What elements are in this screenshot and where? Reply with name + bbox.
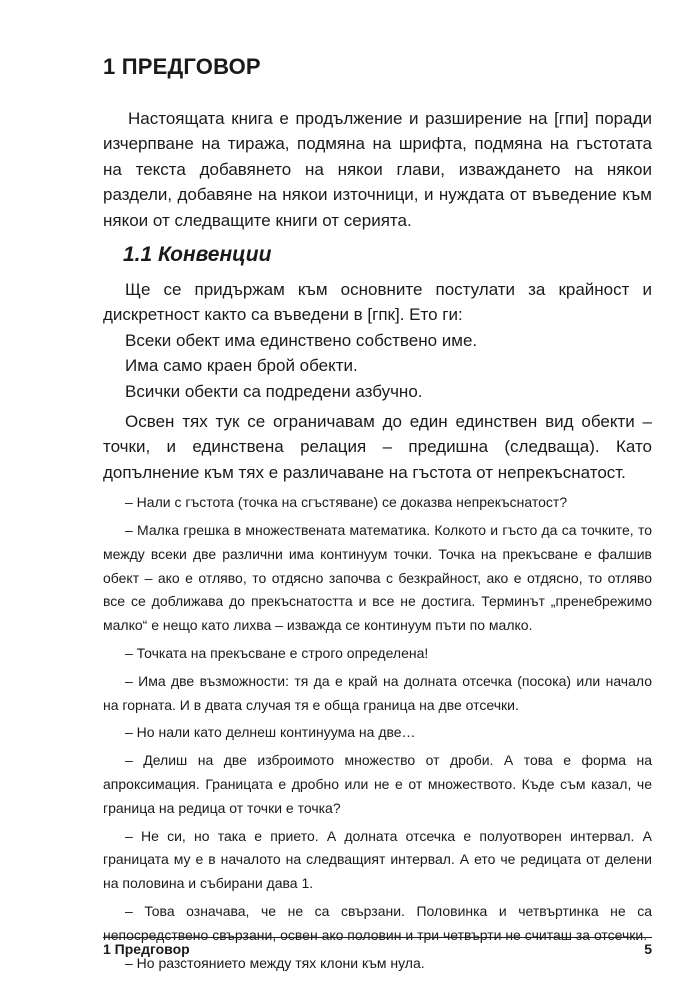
page-content — [103, 52, 652, 975]
dialogue-line: – Не си, но така е прието. А долната отсечка е полуотворен интервал. А границата му е в началото на следващият интервал. А ето че редицата от делени на половина и събирани дава 1. — [103, 827, 652, 892]
body-paragraph: Освен тях тук се ограничавам до един единствен вид обекти – точки, и единствена релация – предишна (следваща). Като допълнение към тях е различаване на гъстота от непрекъснатост. — [103, 412, 652, 482]
chapter-title: 1 ПРЕДГОВОР — [103, 54, 261, 79]
body-paragraph: Ще се придържам към основните постулати за крайност и дискретност както са въведени в [гпк]. Ето ги: — [103, 280, 652, 325]
dialogue-line: – Малка грешка в множествената математика. Колкото и гъсто да са точките, то между всеки две различни има континуум точки. Точка на прекъсване е фалшив обект – ако е отляво, то отдясно започва с безкрайност, ако е отдясно, то отляво все се доближава до прекъснатостта и все не достига. Терминът „пренебрежимо малко“ е нещо като лихва – изважда се континуум пъти по малко. — [103, 522, 652, 634]
dialogue-line: – Точката на прекъсване е строго определена! — [125, 645, 429, 662]
dialogue-line: – Има две възможности: тя да е край на долната отсечка (посока) или начало на горната. И в двата случая тя е обща граница на две отсечки. — [103, 672, 652, 713]
intro-paragraph: Настоящата книга е продължение и разширение на [гпи] поради изчерпване на тиража, подмяна на шрифта, подмяна на гъстотата на текста добавянето на някои глави, изваждането на някои раздели, добавяне на някои източници, и нуждата от въведение към някои от следващите книги от серията. — [103, 109, 652, 230]
dialogue-line: – Но нали като делнеш континуума на две… — [125, 724, 416, 741]
dialogue-line: – Нали с гъстота (точка на сгъстяване) се доказва непрекъснатост? — [125, 494, 568, 511]
postulate-1: Всеки обект има единствено собствено име. — [125, 330, 478, 350]
dialogue-line: – Делиш на две изброимото множество от дроби. А това е форма на апроксимация. Границата е дробно или не е от множеството. Къде съм казал, че граница на редица от точки е точка? — [103, 752, 652, 816]
page-footer — [103, 937, 652, 957]
dialogue-line: – Но разстоянието между тях клони към нула. — [125, 954, 425, 971]
page-number: 5 — [644, 941, 652, 957]
dialogue-line: – Това означава, че не са свързани. Половинка и четвъртинка не са непосредствено свързани, освен ако половин и три четвърти не считаш за отсечки. — [103, 903, 652, 943]
postulate-3: Всички обекти са подредени азбучно. — [125, 381, 423, 401]
running-title: 1 Предговор — [103, 941, 190, 957]
section-title: 1.1 Конвенции — [123, 243, 272, 267]
postulate-2: Има само краен брой обекти. — [125, 356, 358, 376]
